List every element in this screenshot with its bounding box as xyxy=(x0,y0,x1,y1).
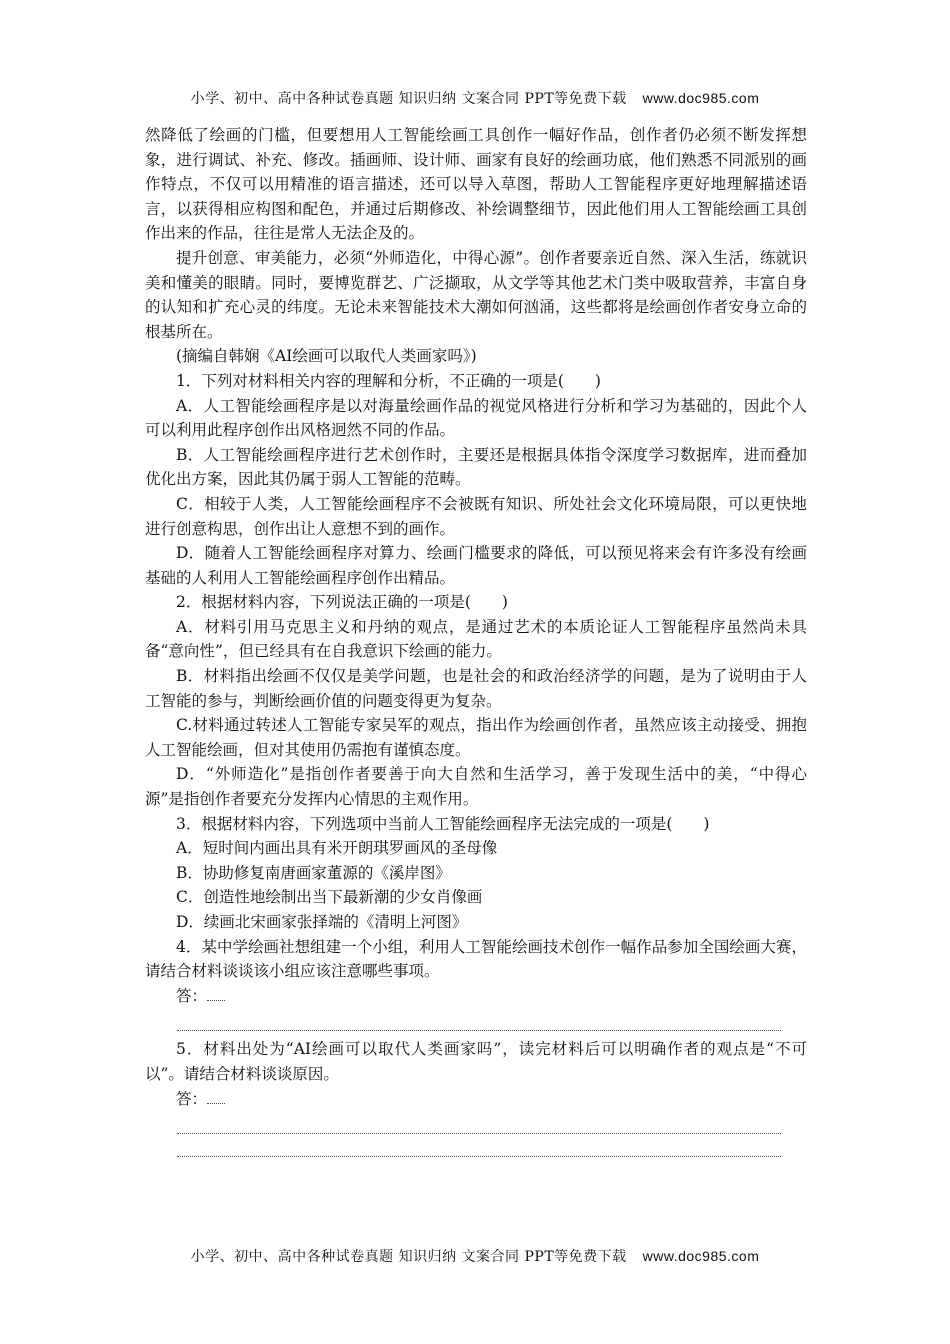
question-3-option-a: A．短时间内画出具有米开朗琪罗画风的圣母像 xyxy=(176,839,498,858)
answer-label: 答： xyxy=(176,1089,208,1108)
question-3-stem: 3．根据材料内容，下列选项中当前人工智能绘画程序无法完成的一项是( ) xyxy=(176,814,710,833)
answer-line[interactable] xyxy=(177,1134,781,1157)
question-1-option-c: C．相较于人类，人工智能绘画程序不会被既有知识、所处社会文化环境局限，可以更快地进行创意构思，创作出让人意想不到的画作。 xyxy=(145,494,807,538)
footer-text: 小学、初中、高中各种试卷真题 知识归纳 文案合同 PPT等免费下载 xyxy=(190,1249,627,1265)
passage-paragraph: 提升创意、审美能力，必须“外师造化，中得心源”。创作者要亲近自然、深入生活，练就识美和懂美的眼睛。同时，要博览群艺、广泛撷取，从文学等其他艺术门类中吸取营养，丰富自身的认知和扩充心灵的纬度。无论未来智能技术大潮如何汹涌，这些都将是绘画创作者安身立命的根基所在。 xyxy=(145,248,807,341)
document-body xyxy=(145,123,807,1157)
question-4-stem: 4．某中学绘画社想组建一个小组，利用人工智能绘画技术创作一幅作品参加全国绘画大赛，请结合材料谈谈该小组应该注意哪些事项。 xyxy=(145,937,807,981)
page-footer xyxy=(0,1246,950,1266)
question-1-option-d: D．随着人工智能绘画程序对算力、绘画门槛要求的降低，可以预见将来会有许多没有绘画基础的人利用人工智能绘画程序创作出精品。 xyxy=(145,544,807,587)
footer-url[interactable]: www.doc985.com xyxy=(642,1248,760,1264)
answer-blank[interactable] xyxy=(207,1091,225,1104)
question-1-stem: 1．下列对材料相关内容的理解和分析，不正确的一项是( ) xyxy=(176,371,601,390)
question-2-option-d: D．“外师造化”是指创作者要善于向大自然和生活学习，善于发现生活中的美，“中得心源”是指创作者要充分发挥内心情思的主观作用。 xyxy=(145,765,807,809)
question-4-answer xyxy=(145,984,807,1009)
question-1-option-b: B．人工智能绘画程序进行艺术创作时，主要还是根据具体指令深度学习数据库，进而叠加优化出方案，因此其仍属于弱人工智能的范畴。 xyxy=(145,445,807,489)
question-2-option-b: B．材料指出绘画不仅仅是美学问题，也是社会的和政治经济学的问题，是为了说明由于人工智能的参与，判断绘画价值的问题变得更为复杂。 xyxy=(145,667,807,710)
question-5-stem: 5．材料出处为“AI绘画可以取代人类画家吗”，读完材料后可以明确作者的观点是“不可以”。请结合材料谈谈原因。 xyxy=(145,1040,807,1083)
answer-line[interactable] xyxy=(177,1008,781,1031)
question-3-option-b: B．协助修复南唐画家董源的《溪岸图》 xyxy=(176,863,451,882)
header-url[interactable]: www.doc985.com xyxy=(642,90,760,106)
answer-line[interactable] xyxy=(177,1111,781,1134)
passage-source: (摘编自韩娴《AI绘画可以取代人类画家吗》) xyxy=(176,347,477,366)
passage-paragraph: 然降低了绘画的门槛，但要想用人工智能绘画工具创作一幅好作品，创作者仍必须不断发挥想象，进行调试、补充、修改。插画师、设计师、画家有良好的绘画功底，他们熟悉不同派别的画作特点，不仅可以用精准的语言描述，还可以导入草图，帮助人工智能程序更好地理解描述语言，以获得相应构图和配色，并通过后期修改、补绘调整细节，因此他们用人工智能绘画工具创作出来的作品，往往是常人无法企及的。 xyxy=(145,126,807,243)
question-3-option-c: C．创造性地绘制出当下最新潮的少女肖像画 xyxy=(176,888,483,907)
question-5-answer xyxy=(145,1087,807,1112)
question-2-option-c: C.材料通过转述人工智能专家吴军的观点，指出作为绘画创作者，虽然应该主动接受、拥抱人工智能绘画，但对其使用仍需抱有谨慎态度。 xyxy=(145,716,807,759)
header-text: 小学、初中、高中各种试卷真题 知识归纳 文案合同 PPT等免费下载 xyxy=(190,91,627,107)
answer-blank[interactable] xyxy=(207,988,225,1001)
page-header xyxy=(0,88,950,108)
question-2-stem: 2．根据材料内容，下列说法正确的一项是( ) xyxy=(176,593,508,612)
question-3-option-d: D．续画北宋画家张择端的《清明上河图》 xyxy=(176,913,468,931)
answer-label: 答： xyxy=(176,986,208,1005)
question-1-option-a: A．人工智能绘画程序是以对海量绘画作品的视觉风格进行分析和学习为基础的，因此个人可以利用此程序创作出风格迥然不同的作品。 xyxy=(145,396,807,440)
question-2-option-a: A．材料引用马克思主义和丹纳的观点，是通过艺术的本质论证人工智能程序虽然尚未具备“意向性”，但已经具有在自我意识下绘画的能力。 xyxy=(145,617,807,661)
